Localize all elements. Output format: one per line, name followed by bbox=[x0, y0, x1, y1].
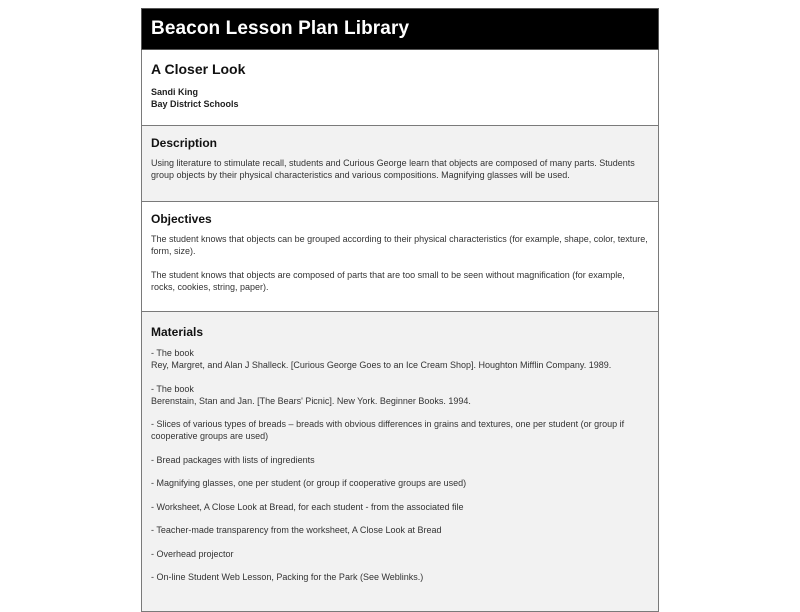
material-citation: Rey, Margret, and Alan J Shalleck. [Curious George Goes to an Ice Cream Shop]. Houghton Mifflin Company. 1989. bbox=[151, 360, 612, 370]
author-name: Sandi King bbox=[151, 87, 198, 97]
objectives-list bbox=[151, 233, 649, 293]
material-item: - Magnifying glasses, one per student (or group if cooperative groups are used) bbox=[151, 478, 467, 488]
material-label: - The book bbox=[151, 348, 194, 358]
material-item: - Teacher-made transparency from the worksheet, A Close Look at Bread bbox=[151, 525, 442, 535]
material-item: - Worksheet, A Close Look at Bread, for each student - from the associated file bbox=[151, 501, 464, 512]
materials-heading: Materials bbox=[151, 325, 204, 339]
material-item: - Slices of various types of breads – breads with obvious differences in grains and textures, one per student (or group if cooperative groups are used) bbox=[151, 419, 625, 441]
author-organization: Bay District Schools bbox=[151, 99, 239, 109]
objectives-heading: Objectives bbox=[151, 212, 212, 226]
objective-item: The student knows that objects are composed of parts that are too small to be seen without magnification (for example, rocks, cookies, string, paper). bbox=[151, 270, 625, 292]
description-text: Using literature to stimulate recall, students and Curious George learn that objects are composed of many parts. Students group objects by their physical characteristics and various compositions. Magnifying glasses will be used. bbox=[151, 158, 635, 180]
material-item bbox=[151, 383, 649, 407]
material-citation: Berenstain, Stan and Jan. [The Bears' Picnic]. New York. Beginner Books. 1994. bbox=[151, 395, 471, 406]
materials-list bbox=[151, 347, 649, 583]
objective-item: The student knows that objects can be grouped according to their physical characteristics (for example, shape, color, texture, form, size). bbox=[151, 234, 648, 256]
material-item: - Overhead projector bbox=[151, 548, 234, 559]
materials-section bbox=[141, 312, 659, 612]
material-label: - The book bbox=[151, 383, 194, 394]
objectives-section bbox=[141, 202, 659, 312]
material-item: - On-line Student Web Lesson, Packing for the Park (See Weblinks.) bbox=[151, 572, 424, 582]
description-heading: Description bbox=[151, 136, 218, 150]
lesson-title-section bbox=[141, 50, 659, 126]
site-banner bbox=[141, 8, 659, 50]
lesson-plan-page bbox=[141, 8, 659, 612]
material-item bbox=[151, 347, 649, 371]
site-title: Beacon Lesson Plan Library bbox=[151, 18, 410, 39]
author-info bbox=[151, 86, 649, 110]
material-item: - Bread packages with lists of ingredients bbox=[151, 454, 315, 465]
lesson-title: A Closer Look bbox=[151, 61, 246, 77]
description-section bbox=[141, 126, 659, 202]
